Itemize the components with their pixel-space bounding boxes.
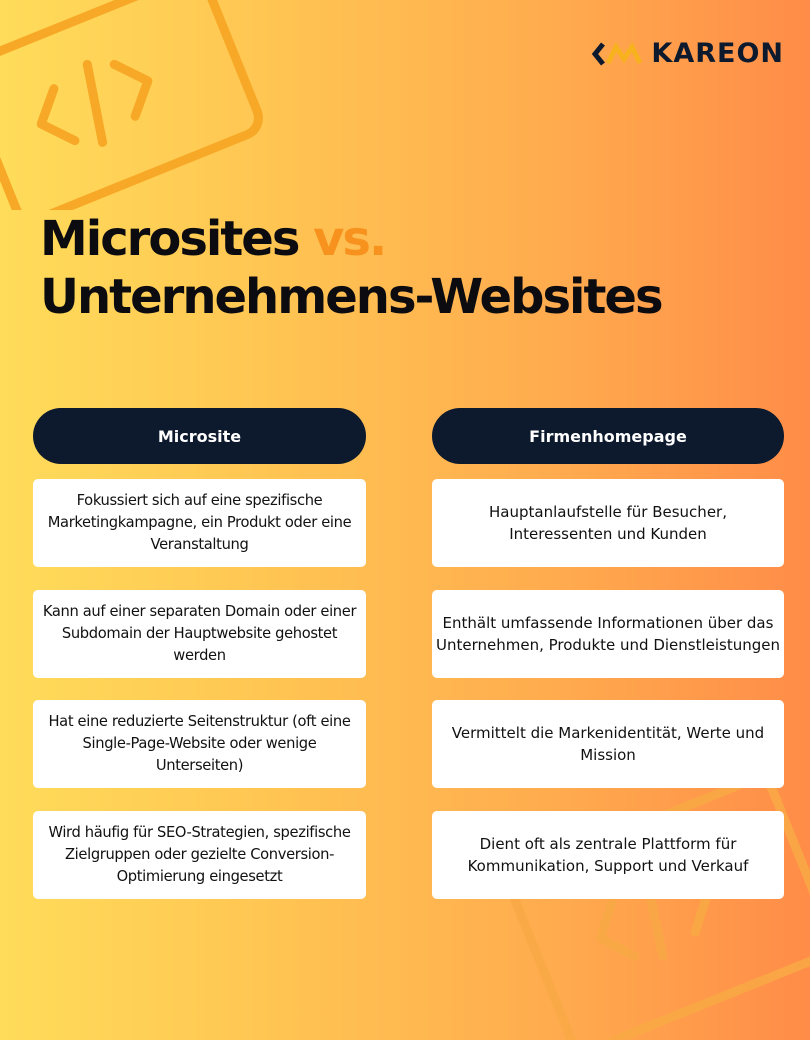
firmenhomepage-column bbox=[432, 408, 784, 875]
brand-logo bbox=[591, 38, 784, 69]
comparison-card: Vermittelt die Markenidentität, Werte und Mission bbox=[432, 700, 784, 788]
page-title bbox=[40, 210, 662, 326]
comparison-card: Dient oft als zentrale Plattform für Kommunikation, Support und Verkauf bbox=[432, 811, 784, 899]
comparison-card: Wird häufig für SEO-Strategien, spezifische Zielgruppen oder gezielte Conversion-Optimierung eingesetzt bbox=[33, 811, 366, 899]
km-monogram-icon bbox=[591, 41, 643, 67]
code-window-icon bbox=[0, 0, 270, 210]
comparison-card: Hauptanlaufstelle für Besucher, Interessenten und Kunden bbox=[432, 479, 784, 567]
column-header: Microsite bbox=[33, 408, 366, 464]
title-accent: vs. bbox=[313, 211, 386, 267]
comparison-card: Fokussiert sich auf eine spezifische Marketingkampagne, ein Produkt oder eine Veranstaltung bbox=[33, 479, 366, 567]
title-part-2: Unternehmens-Websites bbox=[40, 269, 662, 325]
comparison-card: Enthält umfassende Informationen über das Unternehmen, Produkte und Dienstleistungen bbox=[432, 590, 784, 678]
brand-name: KAREON bbox=[651, 38, 784, 69]
comparison-card: Kann auf einer separaten Domain oder einer Subdomain der Hauptwebsite gehostet werden bbox=[33, 590, 366, 678]
comparison-card: Hat eine reduzierte Seitenstruktur (oft eine Single-Page-Website oder wenige Unterseiten) bbox=[33, 700, 366, 788]
column-header: Firmenhomepage bbox=[432, 408, 784, 464]
title-part-1: Microsites bbox=[40, 211, 299, 267]
microsite-column bbox=[33, 408, 366, 885]
